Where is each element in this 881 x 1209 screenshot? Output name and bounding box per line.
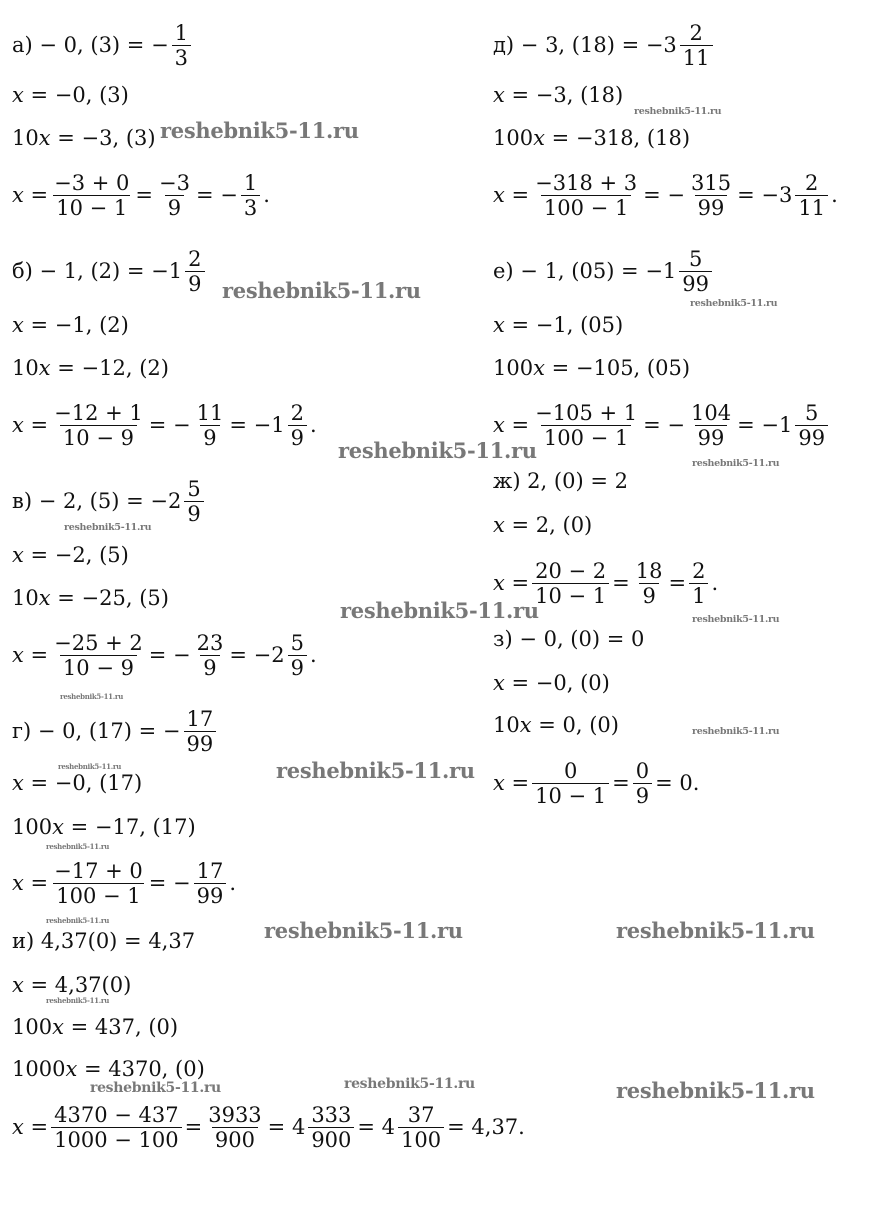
expression-text: = — [668, 571, 687, 595]
variable-x: x — [519, 713, 532, 737]
fraction-numerator: −105 + 1 — [535, 400, 638, 425]
fraction-numerator: 11 — [196, 400, 224, 425]
variable-x: x — [493, 83, 505, 107]
watermark: reshebnik5-11.ru — [692, 614, 780, 625]
watermark: reshebnik5-11.ru — [690, 298, 778, 309]
fraction-numerator: 5 — [290, 630, 304, 655]
fraction-denominator: 10 − 9 — [60, 425, 137, 450]
watermark: reshebnik5-11.ru — [338, 438, 537, 463]
fraction-numerator: 17 — [186, 706, 214, 731]
watermark: reshebnik5-11.ru — [634, 106, 722, 117]
variable-x: x — [533, 356, 545, 380]
expression-text: 10x = −25, (5) — [12, 586, 169, 610]
variable-x: x — [493, 671, 505, 695]
fraction — [241, 171, 260, 220]
expression-text: = −2 — [229, 643, 285, 667]
variable-x: x — [493, 413, 505, 437]
expression-text: x = — [493, 771, 530, 795]
fraction-denominator: 11 — [680, 45, 713, 70]
expression-text: x = 4,37(0) — [12, 973, 132, 997]
expression-text: x = — [12, 643, 49, 667]
expression-text: x = — [493, 571, 530, 595]
expression-text: 10x = −12, (2) — [12, 356, 169, 380]
fraction-numerator: −12 + 1 — [54, 400, 143, 425]
fraction-numerator: −318 + 3 — [535, 170, 638, 195]
variable-x: x — [493, 571, 505, 595]
expression-text: = 4,37. — [447, 1115, 525, 1139]
problem-d-line-2 — [493, 115, 690, 161]
expression-text: = −1 — [737, 413, 793, 437]
problem-g-header — [12, 708, 219, 754]
variable-x: x — [12, 83, 24, 107]
problem-z-line-3 — [493, 760, 699, 806]
expression-text: 100x = −318, (18) — [493, 126, 691, 150]
expression-text: x = −0, (3) — [12, 83, 129, 107]
fraction — [194, 631, 227, 680]
fraction-denominator: 99 — [679, 271, 712, 296]
fraction — [532, 401, 640, 450]
fraction-denominator: 100 — [398, 1127, 444, 1152]
fraction-numerator: 18 — [635, 558, 663, 583]
watermark: reshebnik5-11.ru — [616, 918, 815, 943]
fraction-numerator: 5 — [805, 400, 819, 425]
variable-x: x — [12, 413, 24, 437]
expression-text: = − — [148, 413, 191, 437]
variable-x: x — [493, 771, 505, 795]
expression-text: б) − 1, (2) = −1 — [12, 259, 183, 283]
problem-b-line-3 — [12, 402, 317, 448]
fraction — [689, 559, 708, 608]
expression-text: x = — [12, 1115, 49, 1139]
fraction-numerator: 333 — [311, 1102, 352, 1127]
fraction — [51, 401, 146, 450]
problem-i-line-2 — [12, 1004, 178, 1050]
fraction-numerator: 5 — [688, 246, 703, 271]
variable-x: x — [12, 543, 24, 567]
watermark: reshebnik5-11.ru — [60, 692, 124, 701]
fraction — [288, 631, 307, 680]
problem-e-header — [493, 248, 715, 294]
fraction — [688, 171, 734, 220]
fraction-numerator: −25 + 2 — [54, 630, 143, 655]
fraction-denominator: 9 — [633, 783, 652, 808]
expression-text: = −3 — [737, 183, 793, 207]
watermark: reshebnik5-11.ru — [160, 118, 359, 143]
fraction-numerator: −3 — [159, 170, 190, 195]
expression-text: = — [612, 571, 630, 595]
expression-text: = — [135, 183, 153, 207]
watermark: reshebnik5-11.ru — [340, 598, 539, 623]
expression-text: x = −0, (0) — [493, 671, 610, 695]
problem-a-line-2 — [12, 115, 156, 161]
fraction-numerator: 104 — [691, 400, 732, 425]
fraction-numerator: 0 — [635, 758, 650, 783]
problem-b-line-2 — [12, 345, 169, 391]
expression-text: и) 4,37(0) = 4,37 — [12, 929, 196, 953]
fraction — [51, 859, 146, 908]
problem-g-line-3 — [12, 860, 236, 906]
variable-x: x — [12, 313, 24, 337]
variable-x: x — [38, 586, 51, 610]
expression-text: = − — [643, 413, 685, 437]
expression-text: = − — [148, 643, 191, 667]
expression-text: x = −3, (18) — [493, 83, 624, 107]
fraction — [205, 1103, 264, 1152]
fraction-denominator: 100 − 1 — [53, 883, 143, 908]
fraction — [172, 21, 191, 70]
fraction — [308, 1103, 354, 1152]
problem-v-line-1 — [12, 532, 129, 578]
fraction-denominator: 100 − 1 — [541, 425, 631, 450]
expression-text: = 4 — [357, 1115, 396, 1139]
fraction-denominator: 1000 − 100 — [51, 1127, 181, 1152]
fraction-numerator: 1 — [243, 170, 258, 195]
expression-text: = — [612, 771, 630, 795]
variable-x: x — [493, 183, 505, 207]
expression-text: а) − 0, (3) = − — [12, 33, 169, 57]
fraction-numerator: 0 — [563, 758, 578, 783]
watermark: reshebnik5-11.ru — [264, 918, 463, 943]
expression-text: = 0. — [655, 771, 700, 795]
variable-x: x — [493, 513, 505, 537]
expression-text: . — [309, 643, 317, 667]
expression-text: x = −0, (17) — [12, 771, 143, 795]
variable-x: x — [38, 356, 51, 380]
variable-x: x — [65, 1057, 78, 1081]
expression-text: = − — [148, 871, 191, 895]
problem-v-line-2 — [12, 575, 169, 621]
fraction-denominator: 10 − 1 — [53, 195, 130, 220]
fraction-numerator: 17 — [196, 858, 224, 883]
problem-zh-header — [493, 458, 628, 504]
fraction-numerator: 2 — [290, 400, 304, 425]
fraction-denominator: 3 — [172, 45, 191, 70]
fraction-numerator: 2 — [692, 558, 706, 583]
expression-text: = −1 — [229, 413, 285, 437]
problem-d-line-3 — [493, 172, 838, 218]
watermark: reshebnik5-11.ru — [344, 1076, 475, 1092]
expression-text: 1000x = 4370, (0) — [12, 1057, 205, 1081]
fraction-numerator: 315 — [691, 170, 732, 195]
expression-text: x = — [493, 413, 530, 437]
problem-a-header — [12, 22, 194, 68]
expression-text: в) − 2, (5) = −2 — [12, 489, 182, 513]
fraction-denominator: 10 − 1 — [532, 783, 609, 808]
fraction — [532, 759, 609, 808]
watermark: reshebnik5-11.ru — [222, 278, 421, 303]
problem-z-line-2 — [493, 702, 619, 748]
expression-text: . — [309, 413, 317, 437]
variable-x: x — [12, 871, 24, 895]
fraction — [398, 1103, 444, 1152]
expression-text: . — [229, 871, 237, 895]
problem-v-header — [12, 478, 207, 524]
fraction — [51, 171, 132, 220]
expression-text: 100x = −17, (17) — [12, 815, 196, 839]
fraction-denominator: 9 — [200, 425, 219, 450]
expression-text: г) − 0, (17) = − — [12, 719, 181, 743]
expression-text: 100x = −105, (05) — [493, 356, 691, 380]
fraction-denominator: 99 — [695, 425, 728, 450]
expression-text: x = — [493, 183, 530, 207]
fraction-denominator: 9 — [185, 271, 204, 296]
variable-x: x — [12, 771, 24, 795]
fraction — [194, 401, 227, 450]
problem-a-line-3 — [12, 172, 270, 218]
fraction — [795, 171, 828, 220]
problem-d-line-1 — [493, 72, 623, 118]
expression-text: . — [831, 183, 838, 207]
fraction-denominator: 11 — [795, 195, 828, 220]
watermark: reshebnik5-11.ru — [616, 1078, 815, 1103]
fraction-denominator: 9 — [184, 501, 203, 526]
fraction-denominator: 9 — [288, 655, 307, 680]
expression-text: x = −2, (5) — [12, 543, 129, 567]
fraction-numerator: 2 — [805, 170, 819, 195]
fraction — [532, 171, 640, 220]
watermark: reshebnik5-11.ru — [46, 842, 110, 851]
fraction-denominator: 1 — [689, 583, 708, 608]
expression-text: = — [184, 1115, 203, 1139]
variable-x: x — [38, 126, 51, 150]
problem-e-line-2 — [493, 345, 690, 391]
fraction — [184, 477, 203, 526]
fraction-numerator: 1 — [174, 20, 189, 45]
watermark: reshebnik5-11.ru — [46, 996, 110, 1005]
expression-text: x = −1, (05) — [493, 313, 624, 337]
watermark: reshebnik5-11.ru — [276, 758, 475, 783]
expression-text: x = — [12, 183, 49, 207]
fraction-denominator: 9 — [639, 583, 658, 608]
fraction — [51, 1103, 181, 1152]
fraction — [688, 401, 734, 450]
fraction-numerator: 23 — [196, 630, 224, 655]
expression-text: = − — [643, 183, 685, 207]
variable-x: x — [52, 1015, 64, 1039]
fraction — [194, 859, 227, 908]
expression-text: x = −1, (2) — [12, 313, 129, 337]
variable-x: x — [12, 643, 24, 667]
watermark: reshebnik5-11.ru — [58, 762, 122, 771]
watermark: reshebnik5-11.ru — [64, 522, 152, 533]
fraction-numerator: −17 + 0 — [54, 858, 143, 883]
fraction-numerator: 4370 − 437 — [54, 1102, 179, 1127]
fraction-denominator: 99 — [795, 425, 828, 450]
fraction-denominator: 10 − 9 — [60, 655, 137, 680]
expression-text: . — [711, 571, 719, 595]
variable-x: x — [12, 183, 24, 207]
expression-text: е) − 1, (05) = −1 — [493, 259, 677, 283]
fraction-denominator: 10 − 1 — [532, 583, 609, 608]
problem-a-line-1 — [12, 72, 129, 118]
expression-text: . — [263, 183, 270, 207]
fraction — [680, 21, 713, 70]
variable-x: x — [493, 313, 505, 337]
variable-x: x — [12, 973, 24, 997]
fraction-denominator: 9 — [200, 655, 219, 680]
expression-text: = − — [195, 183, 238, 207]
problem-e-line-3 — [493, 402, 831, 448]
problem-d-header — [493, 22, 716, 68]
expression-text: ж) 2, (0) = 2 — [493, 469, 628, 493]
watermark: reshebnik5-11.ru — [692, 726, 780, 737]
fraction-denominator: 99 — [695, 195, 728, 220]
fraction-numerator: −3 + 0 — [54, 170, 130, 195]
expression-text: x = — [12, 871, 49, 895]
expression-text: 10x = 0, (0) — [493, 713, 619, 737]
expression-text: x = — [12, 413, 49, 437]
expression-text: д) − 3, (18) = −3 — [493, 33, 677, 57]
expression-text: = 4 — [267, 1115, 306, 1139]
variable-x: x — [533, 126, 545, 150]
watermark: reshebnik5-11.ru — [692, 458, 780, 469]
problem-zh-line-1 — [493, 502, 592, 548]
fraction-denominator: 900 — [308, 1127, 354, 1152]
fraction-numerator: 5 — [187, 476, 201, 501]
fraction — [288, 401, 307, 450]
variable-x: x — [52, 815, 64, 839]
fraction-denominator: 9 — [165, 195, 184, 220]
fraction-numerator: 20 − 2 — [535, 558, 607, 583]
fraction — [633, 559, 666, 608]
fraction-denominator: 3 — [241, 195, 260, 220]
problem-v-line-3 — [12, 632, 317, 678]
fraction-denominator: 99 — [184, 731, 217, 756]
watermark: reshebnik5-11.ru — [90, 1080, 221, 1096]
problem-e-line-1 — [493, 302, 623, 348]
fraction-numerator: 2 — [689, 20, 703, 45]
fraction-numerator: 3933 — [208, 1102, 262, 1127]
fraction — [679, 247, 712, 296]
fraction-denominator: 900 — [212, 1127, 258, 1152]
fraction-numerator: 2 — [188, 246, 202, 271]
expression-text: 10x = −3, (3) — [12, 126, 156, 150]
fraction — [185, 247, 204, 296]
fraction — [184, 707, 217, 756]
fraction — [156, 171, 193, 220]
problem-i-line-3 — [12, 1104, 525, 1150]
fraction-denominator: 100 − 1 — [541, 195, 631, 220]
variable-x: x — [12, 1115, 24, 1139]
fraction — [51, 631, 146, 680]
expression-text: 100x = 437, (0) — [12, 1015, 179, 1039]
problem-b-line-1 — [12, 302, 129, 348]
problem-z-line-1 — [493, 660, 610, 706]
fraction — [532, 559, 609, 608]
fraction — [795, 401, 828, 450]
expression-text: з) − 0, (0) = 0 — [493, 627, 645, 651]
fraction — [633, 759, 652, 808]
expression-text: x = 2, (0) — [493, 513, 593, 537]
problem-b-header — [12, 248, 208, 294]
fraction-denominator: 9 — [288, 425, 307, 450]
fraction-denominator: 99 — [194, 883, 227, 908]
watermark: reshebnik5-11.ru — [46, 916, 110, 925]
fraction-numerator: 37 — [407, 1102, 435, 1127]
